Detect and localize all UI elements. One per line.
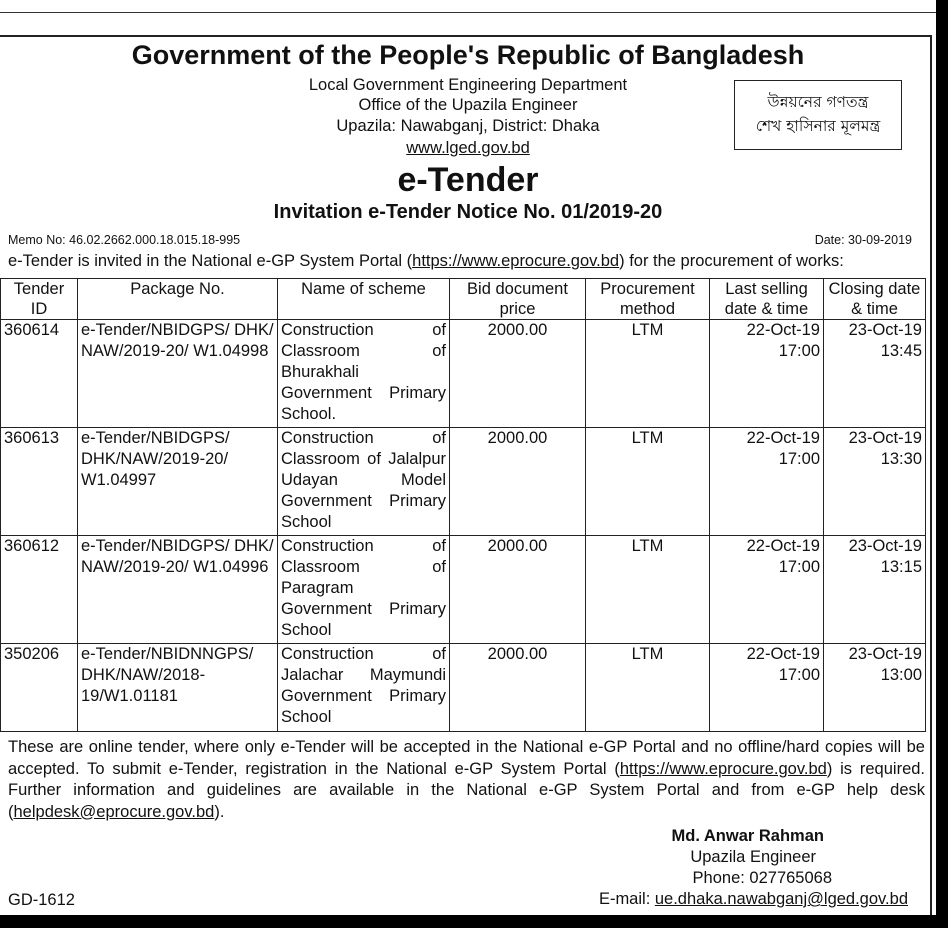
table-row (1, 644, 926, 732)
signatory-phone: Phone: 027765068 (692, 869, 832, 887)
cell-package: e-Tender/NBIDGPS/ DHK/ NAW/2019-20/ W1.04996 (78, 536, 278, 644)
cell-method: LTM (586, 428, 710, 536)
cell-scheme: Construction of Classroom of Jalalpur Udayan Model Government Primary School (278, 428, 450, 536)
cell-closing: 23-Oct-19 13:00 (824, 644, 926, 732)
location-line: Upazila: Nawabganj, District: Dhaka (336, 117, 600, 135)
government-title: Government of the People's Republic of Bangladesh (131, 40, 805, 70)
cell-price: 2000.00 (450, 644, 586, 732)
cell-scheme: Construction of Classroom of Bhurakhali Government Primary School. (278, 320, 450, 428)
slogan-line-1: উন্নয়নের গণতন্ত্র (767, 93, 869, 111)
invitation-text-before: e-Tender is invited in the National e-GP System Portal ( (8, 252, 413, 270)
signatory-email-link[interactable]: ue.dhaka.nawabganj@lged.gov.bd (654, 890, 908, 908)
notice-date: Date: 30-09-2019 (814, 233, 912, 247)
instructions-paragraph (8, 737, 925, 823)
table-row (1, 320, 926, 428)
cell-package: e-Tender/NBIDGPS/ DHK/NAW/2019-20/ W1.04997 (78, 428, 278, 536)
instructions-text-1: These are online tender, where only e-Tender will be accepted in the National e-GP Portal and no offline/hard copies will be accepted. To submit e-Tender, registration in the National e-GP System Portal ( (8, 738, 925, 778)
table-row (1, 428, 926, 536)
cell-selling: 22-Oct-19 17:00 (710, 536, 824, 644)
document-code: GD-1612 (8, 891, 75, 909)
table-row (1, 536, 926, 644)
invitation-line (8, 252, 844, 271)
col-header-package: Package No. (78, 279, 278, 320)
table-header-row (1, 279, 926, 320)
eprocure-link[interactable]: https://www.eprocure.gov.bd (412, 252, 620, 270)
eprocure-link-footer[interactable]: https://www.eprocure.gov.bd (619, 759, 827, 778)
cell-scheme: Construction of Jalachar Maymundi Government Primary School (278, 644, 450, 732)
helpdesk-email-link[interactable]: helpdesk@eprocure.gov.bd (13, 802, 215, 821)
cell-scheme: Construction of Classroom of Paragram Government Primary School (278, 536, 450, 644)
cell-tender-id: 350206 (1, 644, 78, 732)
notice-number: Invitation e-Tender Notice No. 01/2019-20 (273, 201, 663, 223)
col-header-price: Bid document price (450, 279, 586, 320)
cell-price: 2000.00 (450, 428, 586, 536)
instructions-text-3: ). (214, 802, 225, 821)
col-header-closing: Closing date & time (824, 279, 926, 320)
document-title: e-Tender (397, 161, 539, 199)
col-header-id: Tender ID (1, 279, 78, 320)
cell-closing: 23-Oct-19 13:15 (824, 536, 926, 644)
cell-selling: 22-Oct-19 17:00 (710, 644, 824, 732)
instructions-text-2: ) is required. Further information and guidelines are available in the National e-GP System Portal and from e-GP help desk ( (8, 759, 926, 821)
office-name: Office of the Upazila Engineer (358, 96, 578, 114)
cell-closing: 23-Oct-19 13:45 (824, 320, 926, 428)
cell-package: e-Tender/NBIDNNGPS/ DHK/NAW/2018-19/W1.01181 (78, 644, 278, 732)
cell-tender-id: 360613 (1, 428, 78, 536)
slogan-line-2: শেখ হাসিনার মূলমন্ত্র (755, 117, 881, 135)
signatory-email-line (592, 889, 908, 910)
department-name: Local Government Engineering Department (308, 76, 628, 94)
cell-tender-id: 360614 (1, 320, 78, 428)
cell-closing: 23-Oct-19 13:30 (824, 428, 926, 536)
col-header-scheme: Name of scheme (278, 279, 450, 320)
invitation-text-after: ) for the procurement of works: (619, 252, 844, 270)
signature-block (592, 826, 908, 910)
website-link[interactable]: www.lged.gov.bd (406, 139, 530, 157)
signatory-designation: Upazila Engineer (690, 848, 816, 866)
col-header-method: Procurement method (586, 279, 710, 320)
cell-selling: 22-Oct-19 17:00 (710, 320, 824, 428)
memo-number: Memo No: 46.02.2662.000.18.015.18-995 (8, 233, 241, 247)
cell-price: 2000.00 (450, 536, 586, 644)
col-header-selling: Last selling date & time (710, 279, 824, 320)
slogan-box (734, 80, 902, 150)
cell-price: 2000.00 (450, 320, 586, 428)
tender-table (0, 278, 926, 732)
cell-method: LTM (586, 644, 710, 732)
cell-selling: 22-Oct-19 17:00 (710, 428, 824, 536)
top-strip (0, 0, 936, 13)
cell-method: LTM (586, 536, 710, 644)
signatory-name: Md. Anwar Rahman (671, 827, 824, 845)
cell-package: e-Tender/NBIDGPS/ DHK/ NAW/2019-20/ W1.04998 (78, 320, 278, 428)
email-label: E-mail: (598, 890, 655, 908)
cell-method: LTM (586, 320, 710, 428)
cell-tender-id: 360612 (1, 536, 78, 644)
